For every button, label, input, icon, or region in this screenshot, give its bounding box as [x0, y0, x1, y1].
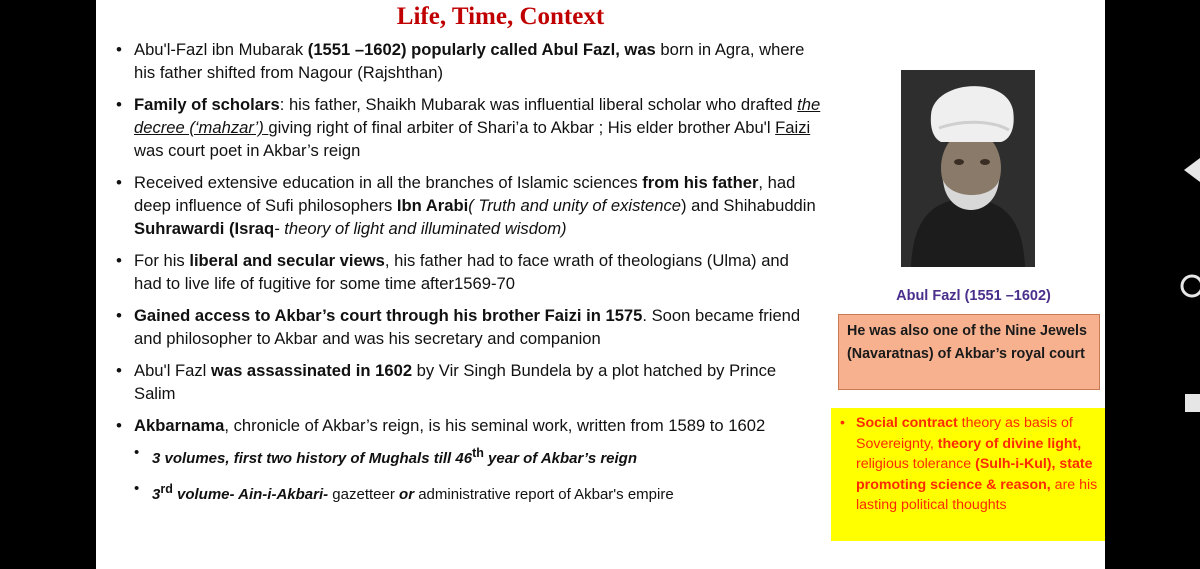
portrait-image — [901, 70, 1035, 267]
previous-arrow-icon[interactable] — [1180, 150, 1200, 190]
sub-bullet-1: • 3 volumes, first two history of Mughals till 46th year of Akbar’s reign — [134, 443, 821, 469]
bullet-7: • Akbarnama, chronicle of Akbar’s reign, is his seminal work, written from 1589 to 1602 • 3 volumes, first two history of Mughals till 46th year of Akbar’s reign • 3rd volume- Ain-i-Akbari- gazetteer or administrative report of Akbar's empire — [116, 414, 821, 505]
bullet-marker: • — [840, 415, 845, 431]
nine-jewels-callout: He was also one of the Nine Jewels (Navaratnas) of Akbar’s royal court — [838, 314, 1100, 390]
circle-control-icon[interactable] — [1176, 272, 1200, 300]
square-control-icon[interactable] — [1185, 394, 1200, 412]
political-thoughts-callout: • Social contract theory as basis of Sovereignty, theory of divine light, religious tolerance (Sulh-i-Kul), state promoting science & reason, are his lasting political thoughts — [831, 408, 1105, 541]
slide-title: Life, Time, Context — [396, 3, 605, 30]
bullet-list — [116, 38, 821, 515]
bullet-2: • Family of scholars: his father, Shaikh Mubarak was influential liberal scholar who drafted the decree (‘mahzar’) giving right of final arbiter of Shari’a to Akbar ; His elder brother Abu'l Faizi was court poet in Akbar’s reign — [116, 93, 821, 162]
bullet-6: • Abu'l Fazl was assassinated in 1602 by Vir Singh Bundela by a plot hatched by Prince Salim — [116, 359, 821, 405]
bullet-5: • Gained access to Akbar’s court through his brother Faizi in 1575. Soon became friend and philosopher to Akbar and was his secretary and companion — [116, 304, 821, 350]
portrait-caption: Abul Fazl (1551 –1602) — [896, 288, 1051, 304]
bullet-1: • Abu'l-Fazl ibn Mubarak (1551 –1602) popularly called Abul Fazl, was born in Agra, where his father shifted from Nagour (Rajshthan) — [116, 38, 821, 84]
sub-bullet-list — [134, 443, 821, 505]
bullet-3: • Received extensive education in all the branches of Islamic sciences from his father, had deep influence of Sufi philosophers Ibn Arabi( Truth and unity of existence) and Shihabuddin Suhrawardi (Israq- theory of light and illuminated wisdom) — [116, 171, 821, 240]
slide — [96, 0, 1105, 569]
bullet-4: • For his liberal and secular views, his father had to face wrath of theologians (Ulma) and had to live life of fugitive for some time after1569-70 — [116, 249, 821, 295]
sub-bullet-2: • 3rd volume- Ain-i-Akbari- gazetteer or administrative report of Akbar's empire — [134, 479, 821, 505]
